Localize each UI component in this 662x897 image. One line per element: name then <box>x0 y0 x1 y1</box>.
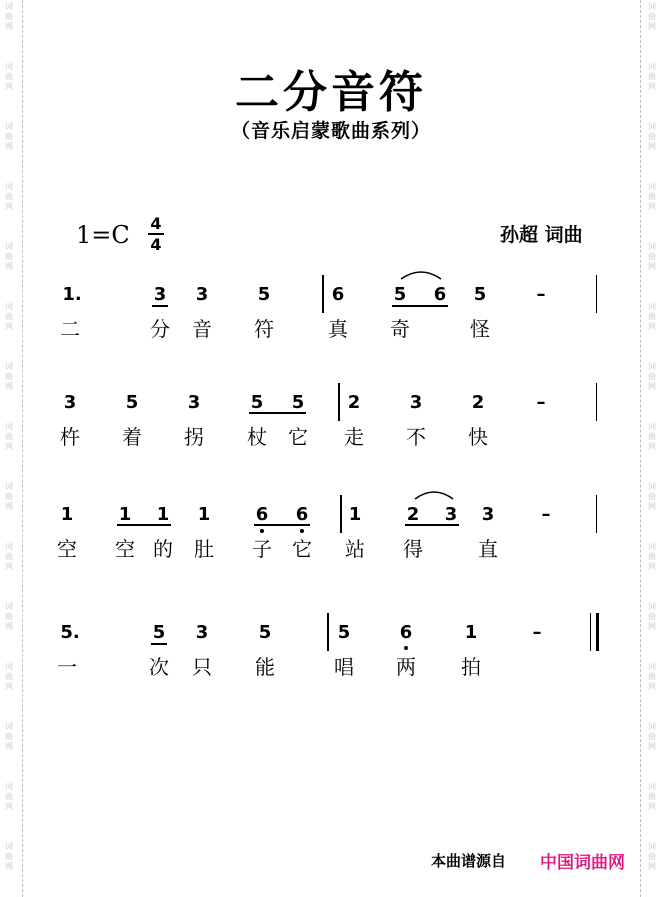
note: 2 <box>406 504 420 525</box>
note: 5 <box>337 622 351 643</box>
eighth-underline <box>151 643 167 645</box>
watermark-text: 词 曲 网 <box>648 602 656 631</box>
lyric: 肚 <box>194 537 214 561</box>
lyric: 走 <box>344 425 364 449</box>
barline <box>340 495 342 533</box>
lyric: 拐 <box>184 425 204 449</box>
lyric: 空 <box>57 537 77 561</box>
composer-credit: 孙超 词曲 <box>500 224 583 246</box>
note: 5 <box>250 392 264 413</box>
note: 2 <box>347 392 361 413</box>
note: 6 <box>433 284 447 305</box>
source-site-link[interactable]: 中国词曲网 <box>540 853 625 873</box>
note: 5 <box>257 284 271 305</box>
note: 6 <box>255 504 269 525</box>
lyric: 站 <box>345 537 365 561</box>
watermark-text: 词 曲 网 <box>648 722 656 751</box>
lyric: 音 <box>192 317 212 341</box>
note: 1 <box>118 504 132 525</box>
watermark-text: 词 曲 网 <box>5 2 13 31</box>
note: 1. <box>62 284 82 305</box>
watermark-text: 词 曲 网 <box>648 842 656 871</box>
watermark-text: 词 曲 网 <box>5 362 13 391</box>
note: 5 <box>258 622 272 643</box>
lyric: 次 <box>149 655 169 679</box>
slur-mark <box>400 268 442 280</box>
watermark-text: 词 曲 网 <box>648 242 656 271</box>
song-subtitle: （音乐启蒙歌曲系列） <box>230 120 431 142</box>
watermark-text: 词 曲 网 <box>5 62 13 91</box>
time-numerator: 4 <box>150 214 162 233</box>
watermark-text: 词 曲 网 <box>648 662 656 691</box>
note: 1 <box>60 504 74 525</box>
note: 1 <box>156 504 170 525</box>
note: 6 <box>331 284 345 305</box>
watermark-text: 词 曲 网 <box>5 302 13 331</box>
note: 3 <box>63 392 77 413</box>
note: 3 <box>187 392 201 413</box>
lyric: 着 <box>122 425 142 449</box>
note: 6 <box>399 622 413 643</box>
lyric: 两 <box>396 655 416 679</box>
eighth-underline <box>249 412 306 414</box>
lyric: 唱 <box>334 655 354 679</box>
watermark-text: 词 曲 网 <box>648 422 656 451</box>
eighth-underline <box>405 524 459 526</box>
lyric: 真 <box>328 317 348 341</box>
key-signature: 1=C <box>76 221 130 249</box>
watermark-text: 词 曲 网 <box>5 122 13 151</box>
lyric: 奇 <box>390 317 410 341</box>
final-barline <box>590 613 599 651</box>
lyric: 空 <box>115 537 135 561</box>
lyric: 拍 <box>461 655 481 679</box>
watermark-text: 词 曲 网 <box>648 302 656 331</box>
watermark-text: 词 曲 网 <box>5 242 13 271</box>
watermark-text: 词 曲 网 <box>5 602 13 631</box>
lyric: 符 <box>254 317 274 341</box>
watermark-text: 词 曲 网 <box>5 482 13 511</box>
note: 5 <box>291 392 305 413</box>
lyric: 直 <box>478 537 498 561</box>
note: 5 <box>125 392 139 413</box>
lyric: 怪 <box>470 317 490 341</box>
note: 5. <box>60 622 80 643</box>
eighth-underline <box>117 524 171 526</box>
slur-mark <box>414 488 454 500</box>
watermark-text: 词 曲 网 <box>5 722 13 751</box>
watermark-text: 词 曲 网 <box>5 782 13 811</box>
note: 5 <box>393 284 407 305</box>
lyric: 快 <box>468 425 488 449</box>
note: 3 <box>409 392 423 413</box>
low-octave-dot <box>260 529 264 533</box>
note: 1 <box>197 504 211 525</box>
watermark-text: 词 曲 网 <box>648 182 656 211</box>
watermark-text: 词 曲 网 <box>648 122 656 151</box>
watermark-text: 词 曲 网 <box>648 782 656 811</box>
barline <box>596 275 597 313</box>
eighth-underline <box>392 305 448 307</box>
note: – <box>536 284 546 305</box>
lyric: 杖 <box>247 425 267 449</box>
lyric: 的 <box>153 537 173 561</box>
low-octave-dot <box>300 529 304 533</box>
watermark-text: 词 曲 网 <box>5 182 13 211</box>
time-denominator: 4 <box>150 235 162 254</box>
note: 1 <box>464 622 478 643</box>
lyric: 只 <box>192 655 212 679</box>
eighth-underline <box>152 305 168 307</box>
lyric: 得 <box>403 537 423 561</box>
lyric: 分 <box>150 317 170 341</box>
note: – <box>536 392 546 413</box>
watermark-text: 词 曲 网 <box>5 842 13 871</box>
barline <box>596 495 597 533</box>
lyric: 杵 <box>60 425 80 449</box>
watermark-text: 词 曲 网 <box>5 542 13 571</box>
barline <box>322 275 324 313</box>
watermark-text: 词 曲 网 <box>5 662 13 691</box>
barline <box>327 613 329 651</box>
lyric: 子 <box>252 537 272 561</box>
lyric: 一 <box>57 655 77 679</box>
watermark-text: 词 曲 网 <box>648 62 656 91</box>
note: 3 <box>444 504 458 525</box>
watermark-text: 词 曲 网 <box>648 542 656 571</box>
note: – <box>541 504 551 525</box>
note: 6 <box>295 504 309 525</box>
barline <box>338 383 340 421</box>
watermark-text: 词 曲 网 <box>648 482 656 511</box>
time-signature <box>147 214 165 254</box>
lyric: 它 <box>288 425 308 449</box>
note: – <box>532 622 542 643</box>
source-label: 本曲谱源自 <box>431 852 507 870</box>
lyric: 不 <box>406 425 426 449</box>
note: 3 <box>481 504 495 525</box>
note: 3 <box>195 622 209 643</box>
note: 5 <box>473 284 487 305</box>
note: 5 <box>152 622 166 643</box>
barline <box>596 383 597 421</box>
watermark-text: 词 曲 网 <box>648 362 656 391</box>
note: 1 <box>348 504 362 525</box>
watermark-text: 词 曲 网 <box>648 2 656 31</box>
lyric: 二 <box>60 317 80 341</box>
lyric: 它 <box>292 537 312 561</box>
lyric: 能 <box>255 655 275 679</box>
eighth-underline <box>254 524 310 526</box>
note: 3 <box>153 284 167 305</box>
low-octave-dot <box>404 646 408 650</box>
watermark-text: 词 曲 网 <box>5 422 13 451</box>
song-title: 二分音符 <box>235 67 427 118</box>
note: 2 <box>471 392 485 413</box>
note: 3 <box>195 284 209 305</box>
